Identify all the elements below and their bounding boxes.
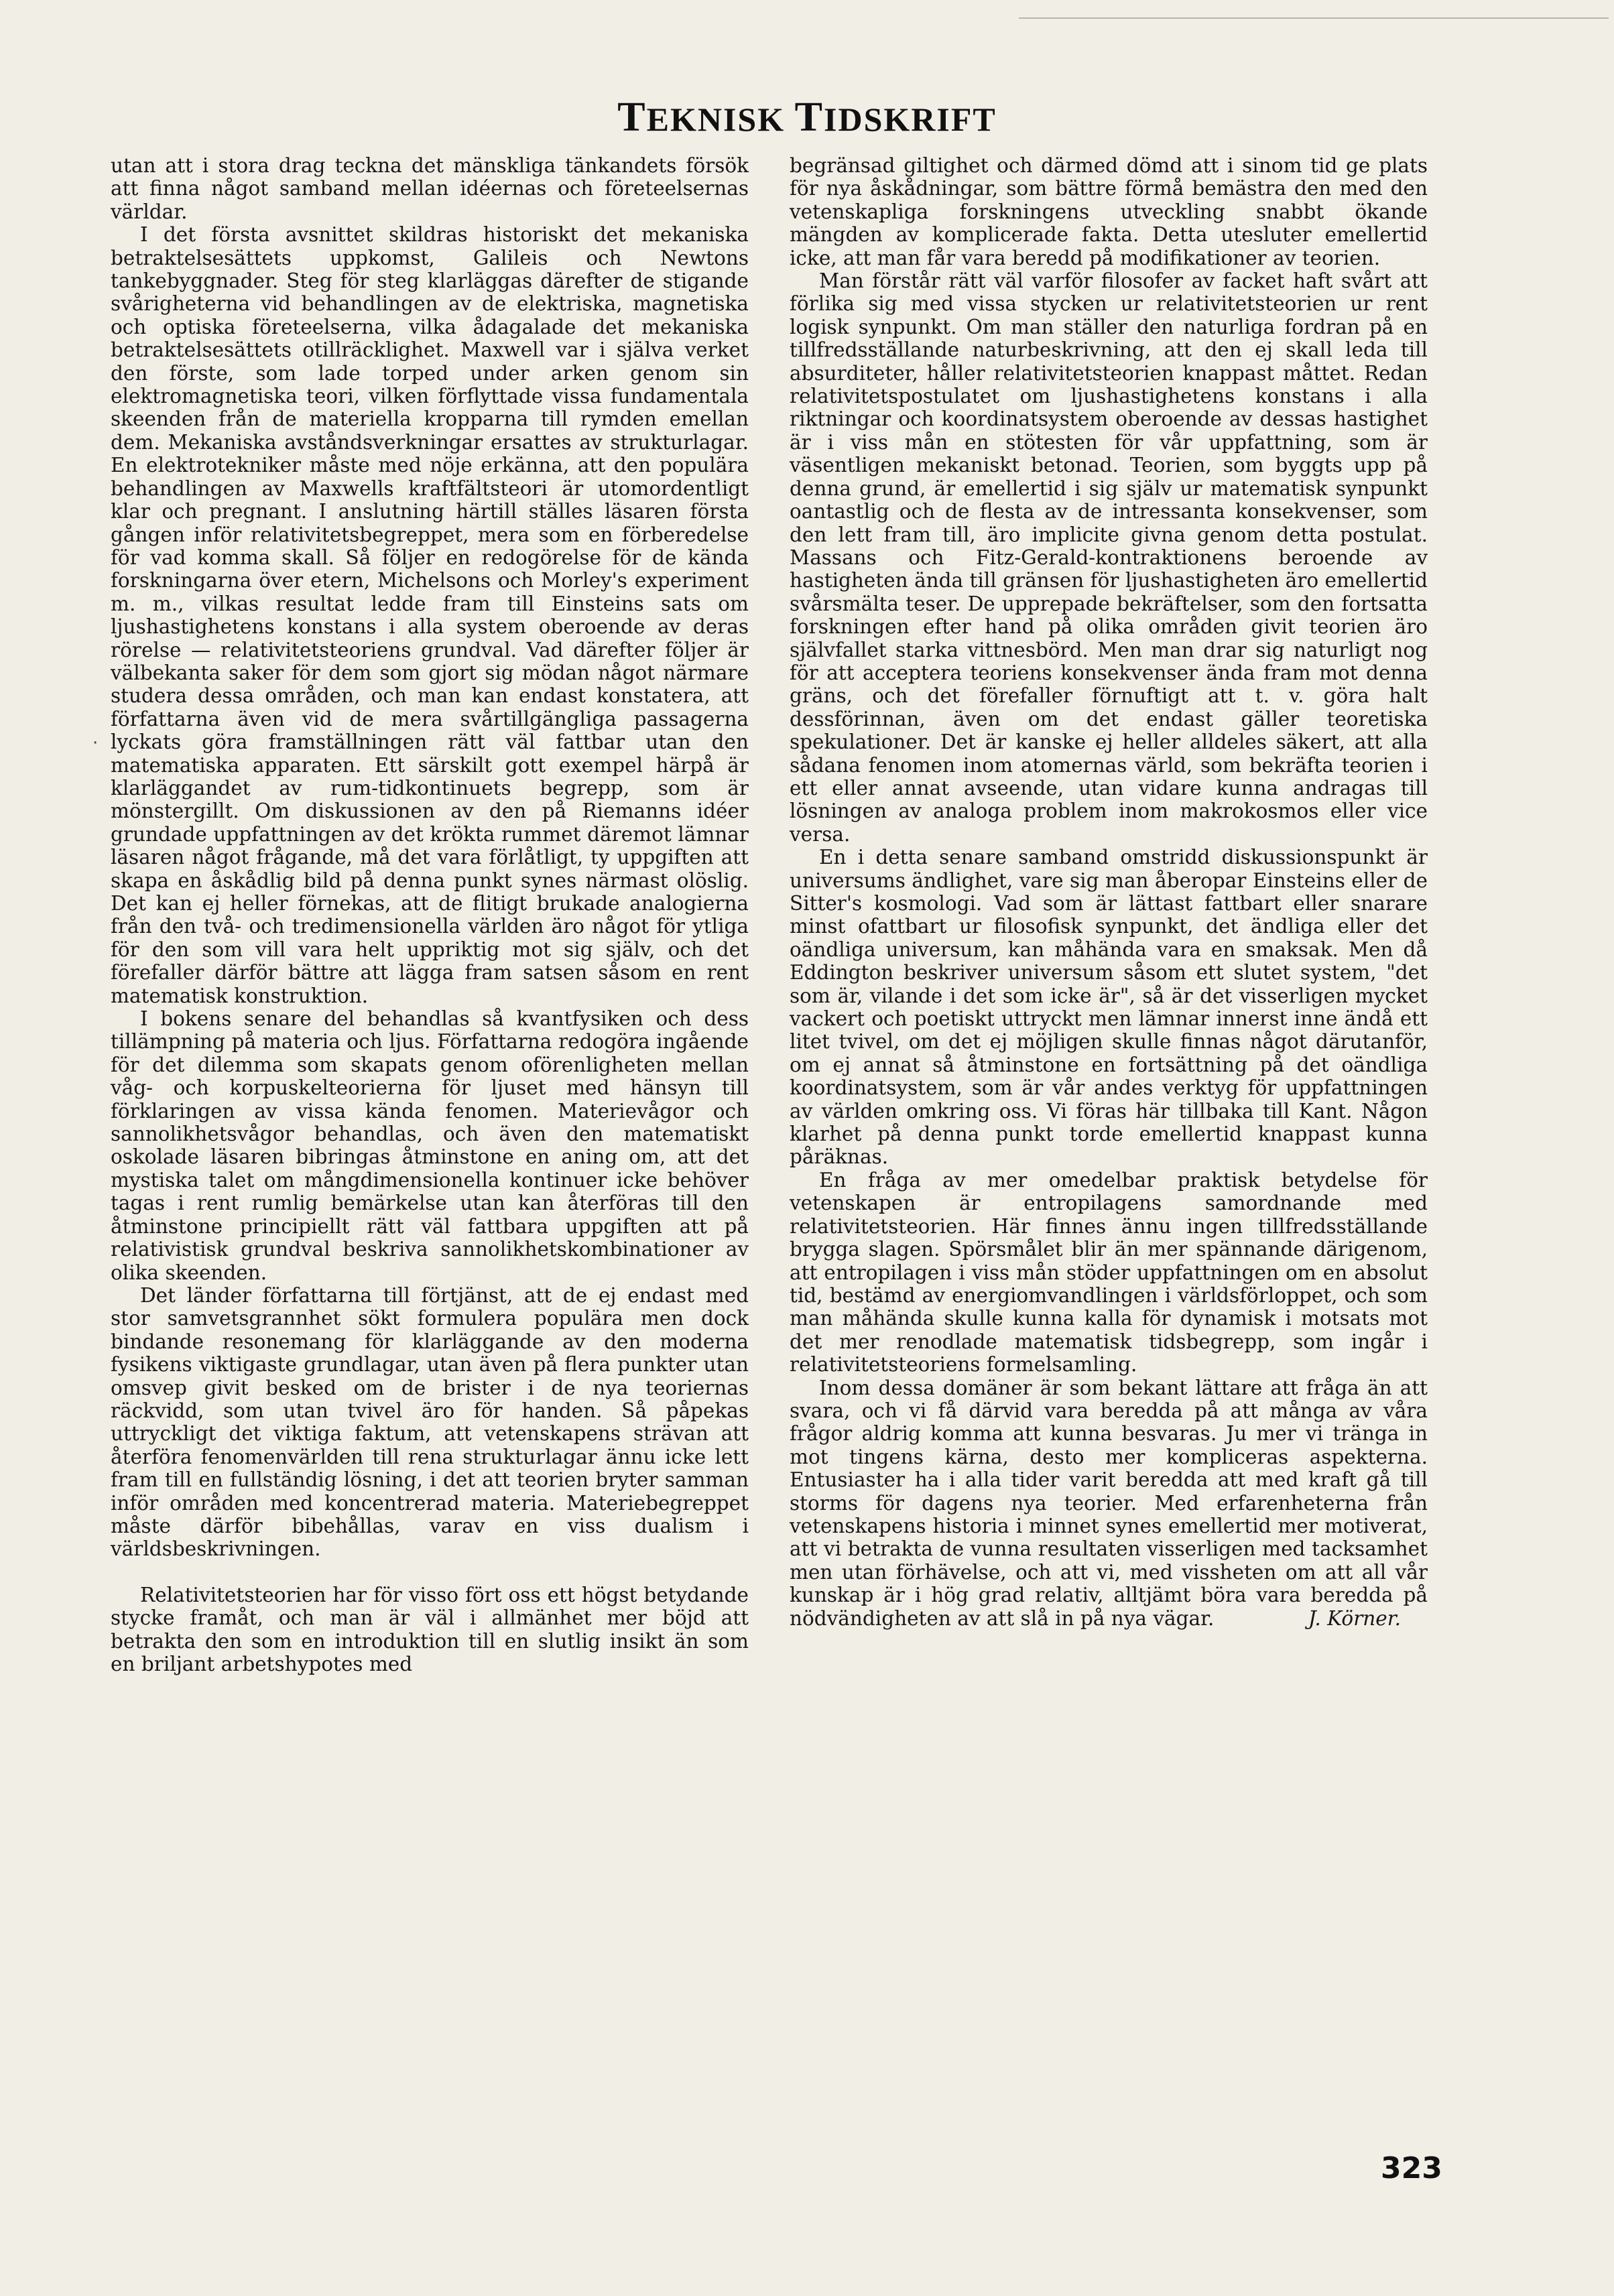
journal-masthead	[0, 94, 1614, 141]
paragraph: En i detta senare samband omstridd diskussionspunkt är universums ändlighet, vare sig man åberopar Einsteins eller de Sitter's kosmologi. Vad som är lättast fattbart eller snarare minst ofattbart ur filosofisk synpunkt, det ändliga eller det oändliga universum, kan måhända vara en smaksak. Men då Eddington beskriver universum såsom ett slutet system, "det som är, vilande i det som icke är", så är det visserligen mycket vackert och poetiskt uttryckt men lämnar innerst inne ändå ett litet tvivel, om det ej möjligen skulle finnas något därutanför, om ej annat så åtminstone en fortsättning på det oändliga koordinatsystem, som är vår andes verktyg för uppfattningen av världen omkring oss. Vi föras här tillbaka till Kant. Någon klarhet på denna punkt torde emellertid knappast kunna påräknas.	[790, 846, 1428, 1169]
paragraph: begränsad giltighet och därmed dömd att i sinom tid ge plats för nya åskådningar, som bättre förmå bemästra den med den vetenskapliga forskningens utveckling snabbt ökande mängden av komplicerade fakta. Detta utesluter emellertid icke, att man får vara beredd på modifikationer av teorien.	[790, 154, 1428, 269]
paragraph: Det länder författarna till förtjänst, att de ej endast med stor samvetsgrannhet sökt formulera populära men dock bindande resonemang för klarläggande av den moderna fysikens viktigaste grundlagar, utan även på flera punkter utan omsvep givit besked om de brister i de nya teoriernas räckvidd, som utan tvivel äro för handen. Så påpekas uttryckligt det viktiga faktum, att vetenskapens strävan att återföra fenomenvärlden till rena strukturlagar ännu icke lett fram till en fullständig lösning, i det att teorien bryter samman inför områden med koncentrerad materia. Materiebegreppet måste därför bibehållas, varav en viss dualism i världsbeskrivningen.	[111, 1283, 749, 1561]
masthead-word-1: EKNISK	[646, 101, 786, 138]
top-edge-rule	[1019, 17, 1609, 19]
masthead-initial-2: T	[794, 94, 824, 140]
paragraph: I det första avsnittet skildras historiskt det mekaniska betraktelsesättets uppkomst, Galileis och Newtons tankebyggnader. Steg för steg klarläggas därefter de stigande svårigheterna vid behandlingen av de elektriska, magnetiska och optiska företeelserna, vilka ådagalade det mekaniska betraktelsesättets otillräcklighet. Maxwell var i själva verket den förste, som lade torped under arken genom sin elektromagnetiska teori, vilken förflyttade vissa fundamentala skeenden från de materiella kropparna till rymden emellan dem. Mekaniska avståndsverkningar ersattes av strukturlagar. En elektrotekniker måste med nöje erkänna, att den populära behandlingen av Maxwells kraftfältsteori är utomordentligt klar och pregnant. I anslutning härtill ställes läsaren första gången inför relativitetsbegreppet, mera som en förberedelse för vad komma skall. Så följer en redogörelse för de kända forskningarna över etern, Michelsons och Morley's experiment m. m., vilkas resultat ledde fram till Einsteins sats om ljushastighetens konstans i alla system oberoende av deras rörelse — relativitetsteoriens grundval. Vad därefter följer är välbekanta saker för dem som gjort sig mödan något närmare studera dessa områden, och man kan endast konstatera, att författarna även vid de mera svårtillgängliga passagerna lyckats göra framställningen rätt väl fattbar utan den matematiska apparaten. Ett särskilt gott exempel härpå är klarläggandet av rum-tidkontinuets begrepp, som är mönstergillt. Om diskussionen av den på Riemanns idéer grundade uppfattningen av det krökta rummet däremot lämnar läsaren något frågande, må det vara förlåtligt, ty uppgiften att skapa en åskådlig bild på denna punkt synes närmast olöslig. Det kan ej heller förnekas, att de flitigt brukade analogierna från den två- och tredimensionella världen äro något för ytliga för den som vill vara helt uppriktig mot sig själv, och det förefaller därför bättre att lägga fram satsen såsom en rent matematisk konstruktion.	[111, 223, 749, 1007]
paragraph: utan att i stora drag teckna det mänskliga tänkandets försök att finna något samband mellan idéernas och företeelsernas världar.	[111, 154, 749, 223]
margin-dot: ·	[92, 733, 99, 753]
left-text-column	[111, 154, 749, 1675]
masthead-word-2: IDSKRIFT	[824, 101, 997, 138]
author-signature: J. Körner.	[1308, 1606, 1401, 1630]
paragraph: Relativitetsteorien har för visso fört oss ett högst betydande stycke framåt, och man är väl i allmänhet mer böjd att betrakta den som en introduktion till en slutlig insikt än som en briljant arbetshypotes med	[111, 1583, 749, 1675]
page-number: 323	[1381, 2151, 1442, 2185]
paragraph-final	[790, 1377, 1428, 1630]
paragraph: Man förstår rätt väl varför filosofer av facket haft svårt att förlika sig med vissa stycken ur relativitetsteorien ur rent logisk synpunkt. Om man ställer den naturliga fordran på en tillfredsställande naturbeskrivning, att den ej skall leda till absurditeter, håller relativitetsteorien knappast måttet. Redan relativitetspostulatet om ljushastighetens konstans i alla riktningar och koordinatsystem oberoende av dessas hastighet är i viss mån en stötesten för vår uppfattning, som är väsentligen mekaniskt betonad. Teorien, som byggts upp på denna grund, är emellertid i sig själv ur matematisk synpunkt oantastlig och de flesta av de intressanta konsekvenser, som den lett fram till, äro implicite givna genom detta postulat. Massans och Fitz-Gerald-kontraktionens beroende av hastigheten ända till gränsen för ljushastigheten äro emellertid svårsmälta teser. De upprepade bekräftelser, som den fortsatta forskningen efter hand på olika områden givit teorien äro självfallet starka vittnesbörd. Men man drar sig naturligt nog för att acceptera teoriens konsekvenser ända fram mot denna gräns, och det förefaller förnuftigt att t. v. göra halt dessförinnan, även om det endast gäller teoretiska spekulationer. Det är kanske ej heller alldeles säkert, att alla sådana fenomen inom atomernas värld, som bekräfta teorien i ett eller annat avseende, utan vidare kunna andragas till lösningen av analoga problem inom makrokosmos eller vice versa.	[790, 269, 1428, 846]
right-text-column	[790, 154, 1428, 1630]
final-paragraph-text: Inom dessa domäner är som bekant lättare att fråga än att svara, och vi få därvid vara beredda på att många av våra frågor aldrig komma att kunna besvaras. Ju mer vi tränga in mot tingens kärna, desto mer kompliceras aspekterna. Entusiaster ha i alla tider varit beredda att med kraft gå till storms för dagens nya teorier. Med erfarenheterna från vetenskapens historia i minnet synes emellertid mer motiverat, att vi betrakta de vunna resultaten visserligen med tacksamhet men utan förhävelse, och att vi, med vissheten om att all vår kunskap är i hög grad relativ, alltjämt böra vara beredda på nödvändigheten av att slå in på nya vägar.	[790, 1376, 1428, 1630]
paragraph: I bokens senare del behandlas så kvantfysiken och dess tillämpning på materia och ljus. Författarna redogöra ingående för det dilemma som skapats genom oförenligheten mellan våg- och korpuskelteorierna för ljuset med hänsyn till förklaringen av vissa kända fenomen. Materievågor och sannolikhetsvågor behandlas, och även den matematiskt oskolade läsaren bibringas åtminstone en aning om, att det mystiska talet om mångdimensionella kontinuer icke behöver tagas i rent rumlig bemärkelse utan kan återföras till den åtminstone principiellt rätt väl fattbara uppgiften att på relativistisk grundval beskriva sannolikhetskombinationer av olika skeenden.	[111, 1007, 749, 1284]
masthead-initial-1: T	[617, 94, 647, 140]
paragraph: En fråga av mer omedelbar praktisk betydelse för vetenskapen är entropilagens samordnande med relativitetsteorien. Här finnes ännu ingen tillfredsställande brygga slagen. Spörsmålet blir än mer spännande därigenom, att entropilagen i viss mån stöder uppfattningen om en absolut tid, bestämd av energiomvandlingen i världsförloppet, och som man måhända skulle kunna kalla för dynamisk i motsats mot det mer renodlade matematisk tidsbegrepp, som ingår i relativitetsteoriens formelsamling.	[790, 1168, 1428, 1377]
